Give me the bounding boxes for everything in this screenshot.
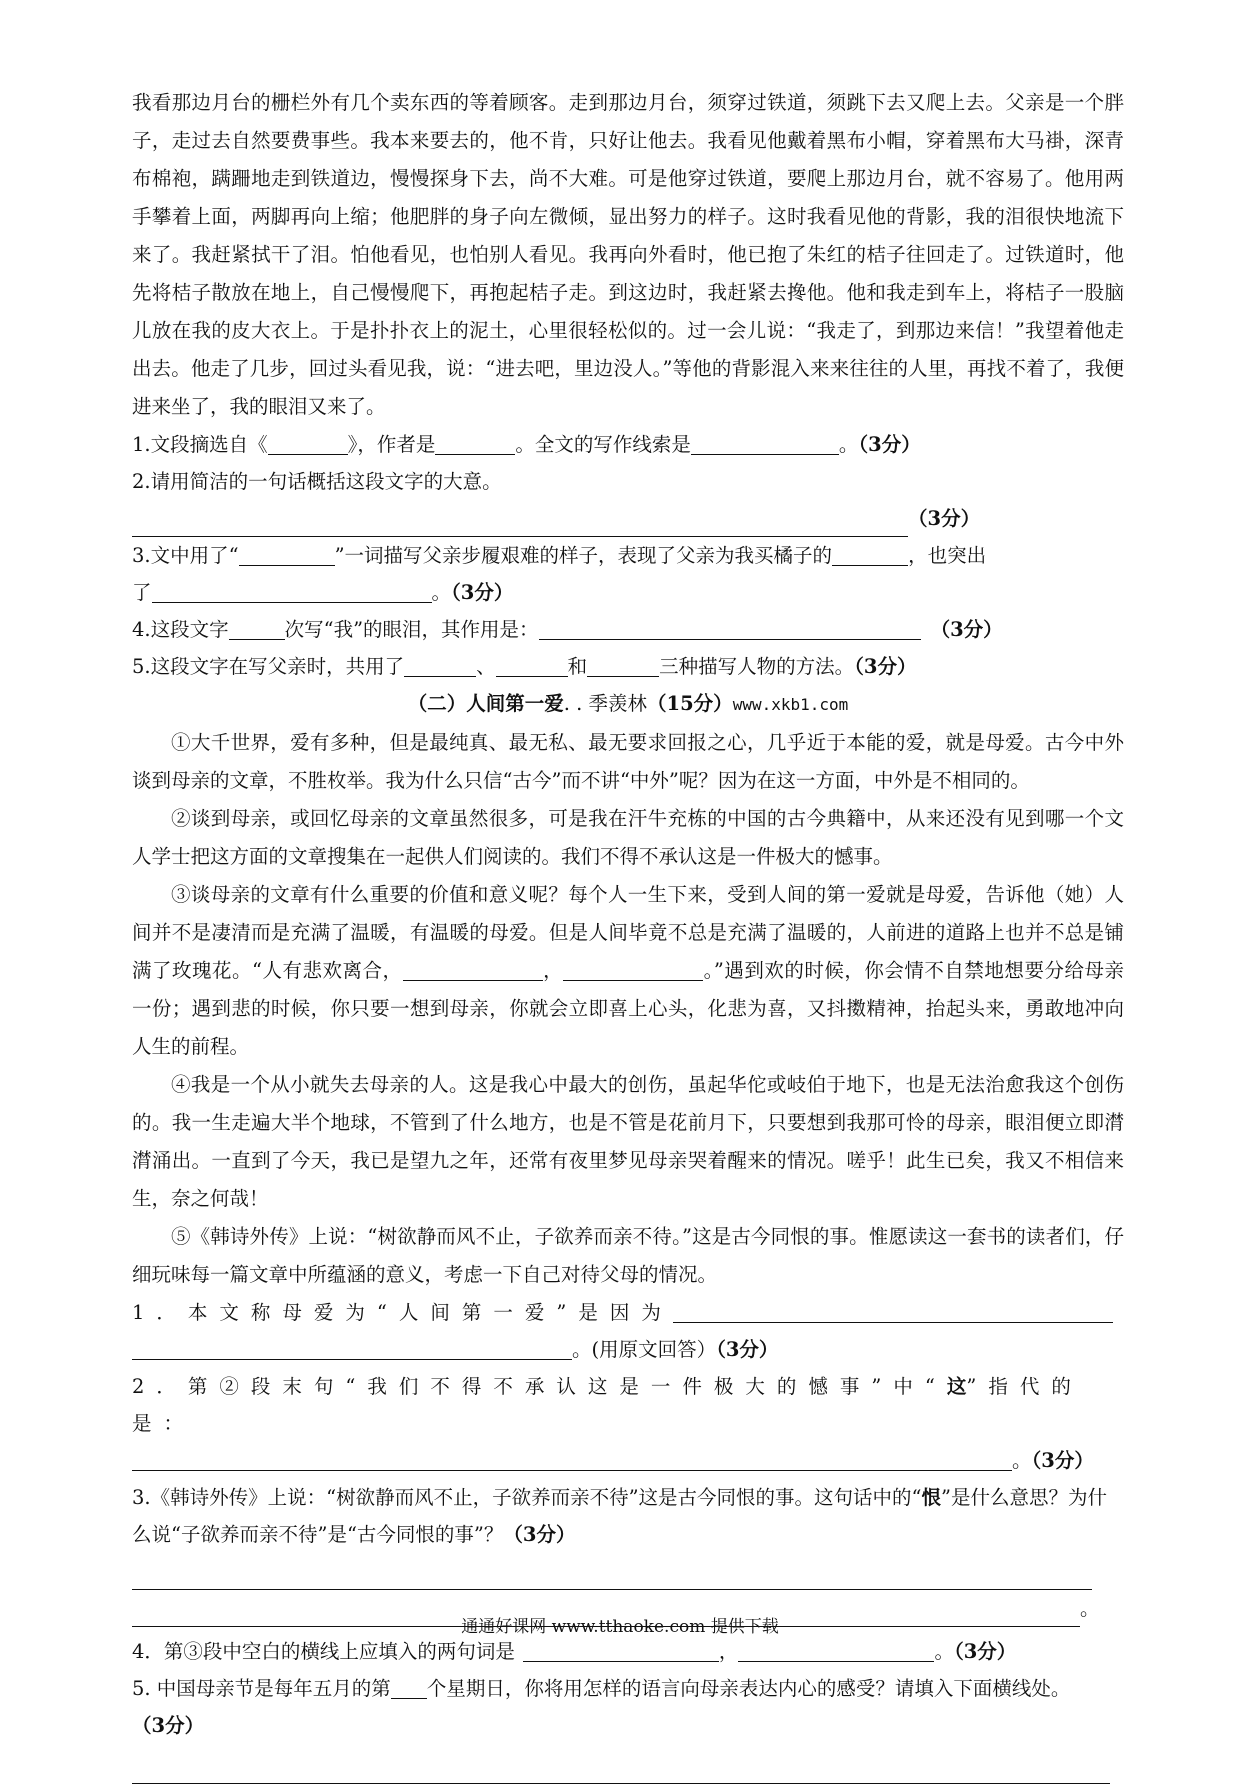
answer-blank[interactable]	[391, 1676, 427, 1699]
q4-text-b: 次写“我”的眼泪，其作用是：	[284, 618, 539, 641]
s2q4-text-b: ，	[718, 1640, 739, 1663]
answer-blank[interactable]	[435, 432, 515, 455]
paragraph-2: ②谈到母亲，或回忆母亲的文章虽然很多，可是我在汗牛充栋的中国的古今典籍中，从来还没有见到哪一个文人学士把这方面的文章搜集在一起供人们阅读的。我们不得不承认这是一件极大的憾事。	[132, 807, 1124, 868]
q1-text-d: 。	[838, 433, 859, 456]
q1-text-b: 》，作者是	[347, 433, 436, 456]
answer-line[interactable]	[132, 1567, 1092, 1590]
s2q3-bold: 恨	[921, 1486, 942, 1509]
score-label: （3分）	[858, 433, 921, 456]
question-5	[132, 648, 1124, 685]
s2-question-2	[132, 1368, 1124, 1479]
question-2: 2.请用简洁的一句话概括这段文字的大意。	[132, 470, 502, 493]
question-4	[132, 611, 1124, 648]
s2-question-5	[132, 1670, 1124, 1744]
answer-blank[interactable]	[673, 1300, 1113, 1323]
score-label: （3分）	[1031, 1449, 1094, 1472]
answer-blank[interactable]	[832, 543, 908, 566]
s2q4-text-a: 4．第③段中空白的横线上应填入的两句词是	[132, 1640, 515, 1663]
section-url: www.xkb1.com	[732, 695, 849, 714]
s2-question-1	[132, 1294, 1124, 1368]
exam-page	[132, 84, 1124, 1784]
paragraph-4: ④我是一个从小就失去母亲的人。这是我心中最大的创伤，虽起华佗或岐伯于地下，也是无法治愈我这个创伤的。我一生走遍大半个地球，不管到了什么地方，也是不管是花前月下，只要想到我那可怜的母亲，眼泪便立即潸潸涌出。一直到了今天，我已是望九之年，还常有夜里梦见母亲哭着醒来的情况。嗟乎！此生已矣，我又不相信来生，奈之何哉！	[132, 1073, 1124, 1210]
answer-blank[interactable]	[691, 432, 839, 455]
score-label: （3分）	[908, 507, 981, 530]
q5-text-b: 、	[476, 655, 496, 678]
s2q3-answer-row-1	[132, 1553, 1124, 1590]
score-label: （3分）	[854, 655, 917, 678]
s2q2-text-d: 。	[1012, 1449, 1032, 1472]
q4-text-a: 4.这段文字	[132, 618, 229, 641]
score-label: （3分）	[451, 581, 514, 604]
paragraph-1: ①大千世界，爱有多种，但是最纯真、最无私、最无要求回报之心，几乎近于本能的爱，就是母爱。古今中外谈到母亲的文章，不胜枚举。我为什么只信“古今”而不讲“中外”呢？因为在这一方面，中外是不相同的。	[132, 731, 1124, 792]
passage-beiying: 我看那边月台的栅栏外有几个卖东西的等着顾客。走到那边月台，须穿过铁道，须跳下去又爬上去。父亲是一个胖子，走过去自然要费事些。我本来要去的，他不肯，只好让他去。我看见他戴着黑布小帽，穿着黑布大马褂，深青布棉袍，蹒跚地走到铁道边，慢慢探身下去，尚不大难。可是他穿过铁道，要爬上那边月台，就不容易了。他用两手攀着上面，两脚再向上缩；他肥胖的身子向左微倾，显出努力的样子。这时我看见他的背影，我的泪很快地流下来了。我赶紧拭干了泪。怕他看见，也怕别人看见。我再向外看时，他已抱了朱红的桔子往回走了。过铁道时，他先将桔子散放在地上，自己慢慢爬下，再抱起桔子走。到这边时，我赶紧去搀他。他和我走到车上，将桔子一股脑儿放在我的皮大衣上。于是扑扑衣上的泥土，心里很轻松似的。过一会儿说：“我走了，到那边来信！”我望着他走出去。他走了几步，回过头看见我，说：“进去吧，里边没人。”等他的背影混入来来往往的人里，再找不着了，我便进来坐了，我的眼泪又来了。	[132, 91, 1124, 418]
answer-blank[interactable]	[563, 958, 703, 981]
section-2-title	[132, 685, 1124, 724]
s2q1-text-a: 1．本文称母爱为“人间第一爱”是因为	[132, 1301, 673, 1324]
answer-blank[interactable]	[404, 654, 476, 677]
q3-text-c: ，也突出	[908, 544, 987, 567]
answer-blank[interactable]	[539, 617, 921, 640]
answer-blank[interactable]	[268, 432, 348, 455]
answer-blank[interactable]	[403, 958, 543, 981]
s2-question-4	[132, 1633, 1124, 1670]
section-author: 季羡林	[588, 692, 648, 715]
s2q3-text-c: ”是什么意思？为什么说“子欲养而亲不待”是“古今同恨的事”？	[132, 1486, 1108, 1546]
paragraph-5: ⑤《韩诗外传》上说：“树欲静而风不止，子欲养而亲不待。”这是古今同恨的事。惟愿读这一套书的读者们，仔细玩味每一篇文章中所蕴涵的意义，考虑一下自己对待父母的情况。	[132, 1225, 1124, 1286]
p3-text-c: 。”遇到欢的时候，你会情不自禁地想要分给母亲一份；遇到悲的时候，你只要一想到母亲，你就会立即喜上心头，化悲为喜，又抖擞精神，抬起头来，勇敢地冲向人生的前程。	[132, 959, 1124, 1058]
q5-text-d: 三种描写人物的方法。	[659, 655, 855, 678]
p3-text-b: ，	[542, 959, 564, 982]
s2q5-text-b: 个星期日，你将用怎样的语言向母亲表达内心的感受？请填入下面横线处。	[426, 1677, 1071, 1700]
score-label: （3分）	[930, 618, 1003, 641]
answer-blank[interactable]	[587, 654, 659, 677]
s2q2-text-a: 2．第②段末句“我们不得不承认这是一件极大的憾事”中“	[132, 1375, 947, 1398]
answer-blank[interactable]	[239, 543, 335, 566]
answer-blank[interactable]	[132, 1337, 572, 1360]
answer-blank[interactable]	[152, 580, 432, 603]
answer-line[interactable]	[132, 514, 908, 537]
s2q5-answer-row	[132, 1744, 1124, 1784]
score-label: （3分）	[503, 1523, 576, 1546]
question-2-answer-row	[132, 500, 1124, 537]
answer-blank[interactable]	[523, 1639, 719, 1662]
q5-text-c: 和	[567, 655, 588, 678]
score-label: （3分）	[953, 1640, 1017, 1663]
paragraph-3	[132, 876, 1124, 1066]
score-label: （3分）	[716, 1338, 779, 1361]
s2q2-text-c: ”指代的是：	[132, 1375, 1083, 1435]
s2q5-text-a: 5. 中国母亲节是每年五月的第	[132, 1677, 391, 1700]
question-1	[132, 426, 1124, 463]
question-3	[132, 537, 1124, 611]
s2q3-text-a: 3.《韩诗外传》上说：“树欲静而风不止，子欲养而亲不待”这是古今同恨的事。这句话中的“	[132, 1486, 922, 1509]
q1-text-a: 1.文段摘选自《	[132, 433, 268, 456]
score-label: （3分）	[132, 1714, 205, 1737]
q3-text-e: 。	[431, 581, 452, 604]
answer-blank[interactable]	[132, 1448, 1012, 1471]
q3-text-a: 3.文中用了“	[132, 544, 239, 567]
answer-blank[interactable]	[496, 654, 568, 677]
q1-text-c: 。全文的写作线索是	[515, 433, 691, 456]
footer-credit: 通通好课网 www.tthaoke.com 提供下载	[461, 1617, 779, 1637]
answer-line[interactable]	[132, 1761, 1110, 1784]
section-score: （15分）	[647, 692, 733, 715]
p3-text-a: ③谈母亲的文章有什么重要的价值和意义呢？每个人一生下来，受到人间的第一爱就是母爱，告诉他（她）人间并不是凄清而是充满了温暖，有温暖的母爱。但是人间毕竟不总是充满了温暖的，人前进的道路上也并不总是铺满了玫瑰花。“人有悲欢离合，	[132, 883, 1124, 982]
section-title-text: （二）人间第一爱	[407, 692, 564, 715]
q3-text-d: 了	[132, 581, 152, 604]
s2q4-text-c: 。	[934, 1640, 954, 1663]
section-title-dots: . .	[563, 692, 589, 715]
answer-blank[interactable]	[738, 1639, 934, 1662]
answer-blank[interactable]	[229, 617, 285, 640]
q5-text-a: 5.这段文字在写父亲时，共用了	[132, 655, 405, 678]
s2q3-end: 。	[1080, 1597, 1100, 1620]
s2q1-text-b: 。(用原文回答）	[572, 1338, 717, 1361]
s2-question-3	[132, 1479, 1124, 1553]
q3-text-b: ”一词描写父亲步履艰难的样子，表现了父亲为我买橘子的	[334, 544, 833, 567]
s2q2-bold: 这	[946, 1375, 967, 1398]
